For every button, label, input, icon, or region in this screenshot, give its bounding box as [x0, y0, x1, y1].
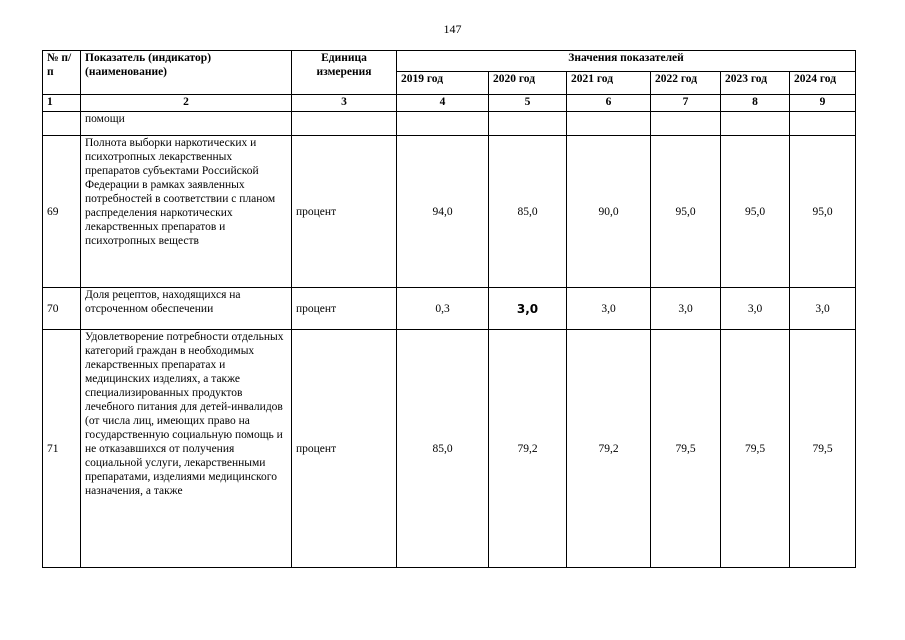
header-unit: Единица измерения: [292, 51, 397, 95]
column-index: 3: [292, 95, 397, 112]
header-indicator: Показатель (индикатор) (наименование): [81, 51, 292, 95]
column-index: 8: [721, 95, 790, 112]
indicator-cell: помощи: [81, 112, 292, 136]
row-number: 69: [43, 136, 81, 288]
header-year-2022: 2022 год: [651, 72, 721, 95]
indicator-cell: Полнота выборки наркотических и психотропных лекарственных препаратов субъектами Российской Федерации в рамках заявленных потребностей в соответствии с планом распределения наркотических лекарственных препаратов и психотропных веществ: [81, 136, 292, 288]
value-cell: 95,0: [721, 136, 790, 288]
header-values: Значения показателей: [397, 51, 856, 72]
unit-cell: процент: [292, 288, 397, 330]
value-cell: 3,0: [651, 288, 721, 330]
value-cell: 79,2: [489, 330, 567, 568]
value-cell: 95,0: [790, 136, 856, 288]
value-cell: 79,5: [790, 330, 856, 568]
row-number: 70: [43, 288, 81, 330]
column-index: 4: [397, 95, 489, 112]
column-index-row: [43, 95, 856, 112]
column-index: 9: [790, 95, 856, 112]
value-cell: 85,0: [489, 136, 567, 288]
table-row: [43, 136, 856, 288]
indicator-cell: Удовлетворение потребности отдельных категорий граждан в необходимых лекарственных препаратах и медицинских изделиях, а также специализированных продуктов лечебного питания для детей-инвалидов (от числа лиц, имеющих право на государственную социальную помощь и не отказавшихся от получения социальной услуги, лекарственными препаратами, изделиями медицинского назначения, а также: [81, 330, 292, 568]
table-row: [43, 288, 856, 330]
indicators-table: [42, 50, 856, 568]
column-index: 2: [81, 95, 292, 112]
header-row: [43, 51, 856, 72]
column-index: 1: [43, 95, 81, 112]
column-index: 6: [567, 95, 651, 112]
column-index: 5: [489, 95, 567, 112]
page-number: 147: [443, 22, 462, 36]
header-year-2019: 2019 год: [397, 72, 489, 95]
value-cell: 3,0: [567, 288, 651, 330]
value-cell: 85,0: [397, 330, 489, 568]
value-cell: 3,0: [721, 288, 790, 330]
value-cell: 90,0: [567, 136, 651, 288]
header-year-2021: 2021 год: [567, 72, 651, 95]
value-cell: 3,0: [489, 288, 567, 330]
indicator-cell: Доля рецептов, находящихся на отсроченном обеспечении: [81, 288, 292, 330]
header-num: № п/п: [43, 51, 81, 95]
header-year-2020: 2020 год: [489, 72, 567, 95]
value-cell: 79,5: [651, 330, 721, 568]
value-cell: 94,0: [397, 136, 489, 288]
table-row-continuation: [43, 112, 856, 136]
value-cell: 0,3: [397, 288, 489, 330]
value-cell: 95,0: [651, 136, 721, 288]
header-year-2023: 2023 год: [721, 72, 790, 95]
row-number: 71: [43, 330, 81, 568]
value-cell: 79,5: [721, 330, 790, 568]
column-index: 7: [651, 95, 721, 112]
header-year-2024: 2024 год: [790, 72, 856, 95]
value-cell: 3,0: [790, 288, 856, 330]
unit-cell: процент: [292, 330, 397, 568]
value-cell: 79,2: [567, 330, 651, 568]
table-row: [43, 330, 856, 568]
unit-cell: процент: [292, 136, 397, 288]
